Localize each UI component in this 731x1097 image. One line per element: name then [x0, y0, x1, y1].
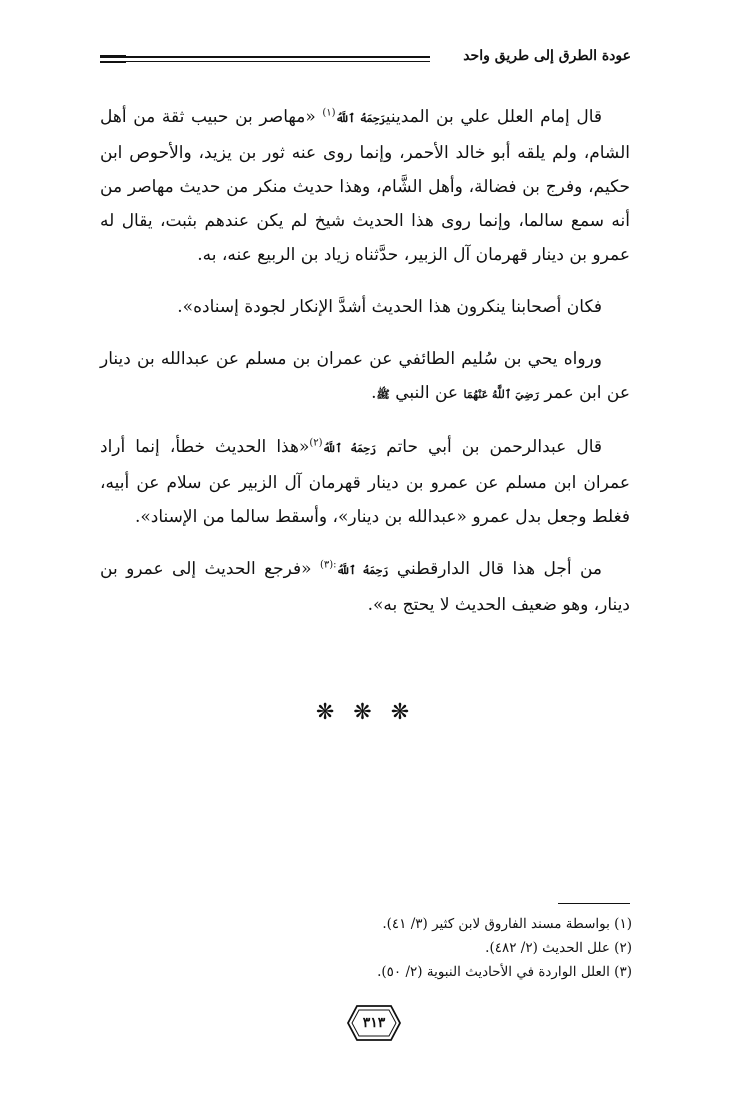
paragraph-4-text-a: قال عبدالرحمن بن أبي حاتم	[386, 437, 602, 457]
footnote-ref-3[interactable]: :(٣)	[319, 559, 337, 571]
paragraph-5	[100, 552, 630, 622]
paragraph-4-text-b: «هذا الحديث خطأ، إنما أراد عمران ابن مسلم عن عمرو بن دينار قهرمان آل الزبير عن سلام عن أبيه، فغلط وجعل بدل عمرو «عبدالله بن دينار»، وأسقط سالما من الإسناد».	[100, 437, 630, 527]
header-title: عودة الطرق إلى طريق واحد	[463, 48, 631, 64]
paragraph-4	[100, 430, 630, 534]
paragraph-1-text-a: قال إمام العلل علي بن المديني	[385, 107, 603, 127]
paragraph-1	[100, 100, 630, 272]
honorific: ﷺ	[376, 388, 390, 401]
header-double-rule-mark	[100, 55, 126, 63]
header-rule	[100, 56, 430, 62]
honorific: رَحِمَهُ ٱللَّهُ	[336, 564, 389, 577]
footnote-ref-1[interactable]: (١)	[322, 107, 336, 119]
page-number: ٣١٣	[362, 1015, 386, 1031]
paragraph-2: فكان أصحابنا ينكرون هذا الحديث أشدَّ الإنكار لجودة إسناده».	[177, 297, 602, 317]
honorific: رَحِمَهُ ٱللَّهُ	[322, 442, 377, 455]
footnote-3: (٣) العلل الواردة في الأحاديث النبوية (٢/ ٥٠).	[377, 964, 632, 980]
paragraph-3-text-b: عن النبي	[395, 383, 464, 403]
footnote-ref-2[interactable]: (٢)	[309, 437, 323, 449]
paragraph-5-text-b: «فرجع الحديث إلى عمرو بن دينار، وهو ضعيف الحديث لا يحتج به».	[100, 559, 630, 615]
honorific: رَضِيَ ٱللَّهُ عَنْهُمَا	[463, 388, 539, 401]
running-header	[100, 46, 631, 70]
footnote-1: (١) بواسطة مسند الفاروق لابن كثير (٣/ ٤١).	[382, 916, 632, 932]
honorific: رَحِمَهُ ٱللَّهُ	[335, 112, 386, 125]
paragraph-1-text-b: «مهاصر بن حبيب ثقة من أهل الشام، ولم يلقه أبو خالد الأحمر، وإنما روى عنه ثور بن يزيد، والأحوص ابن حكيم، وفرج بن فضالة، وأهل الشَّام، وهذا حديث منكر من حديث مهاصر من أنه سمع سالما، وإنما روى هذا الحديث شيخ لم يكن عندهم بثبت، يقال له عمرو بن دينار قهرمان آل الزبير، حدَّثناه زياد بن الربيع عنه، به.	[100, 107, 630, 265]
paragraph-5-text-a: من أجل هذا قال الدارقطني	[396, 559, 603, 579]
footnotes	[300, 912, 632, 984]
footnote-2: (٢) علل الحديث (٢/ ٤٨٢).	[485, 940, 632, 956]
section-separator-stars: ❋ ❋ ❋	[315, 700, 416, 725]
paragraph-3-text-a: ورواه يحي بن سُليم الطائفي عن عمران بن مسلم عن عبدالله بن دينار عن ابن عمر	[100, 349, 630, 403]
page-number-badge	[345, 1003, 403, 1043]
main-text	[100, 100, 630, 640]
paragraph-3	[100, 342, 630, 412]
footnote-rule	[558, 903, 630, 904]
paragraph-3-text-c: .	[371, 383, 377, 403]
